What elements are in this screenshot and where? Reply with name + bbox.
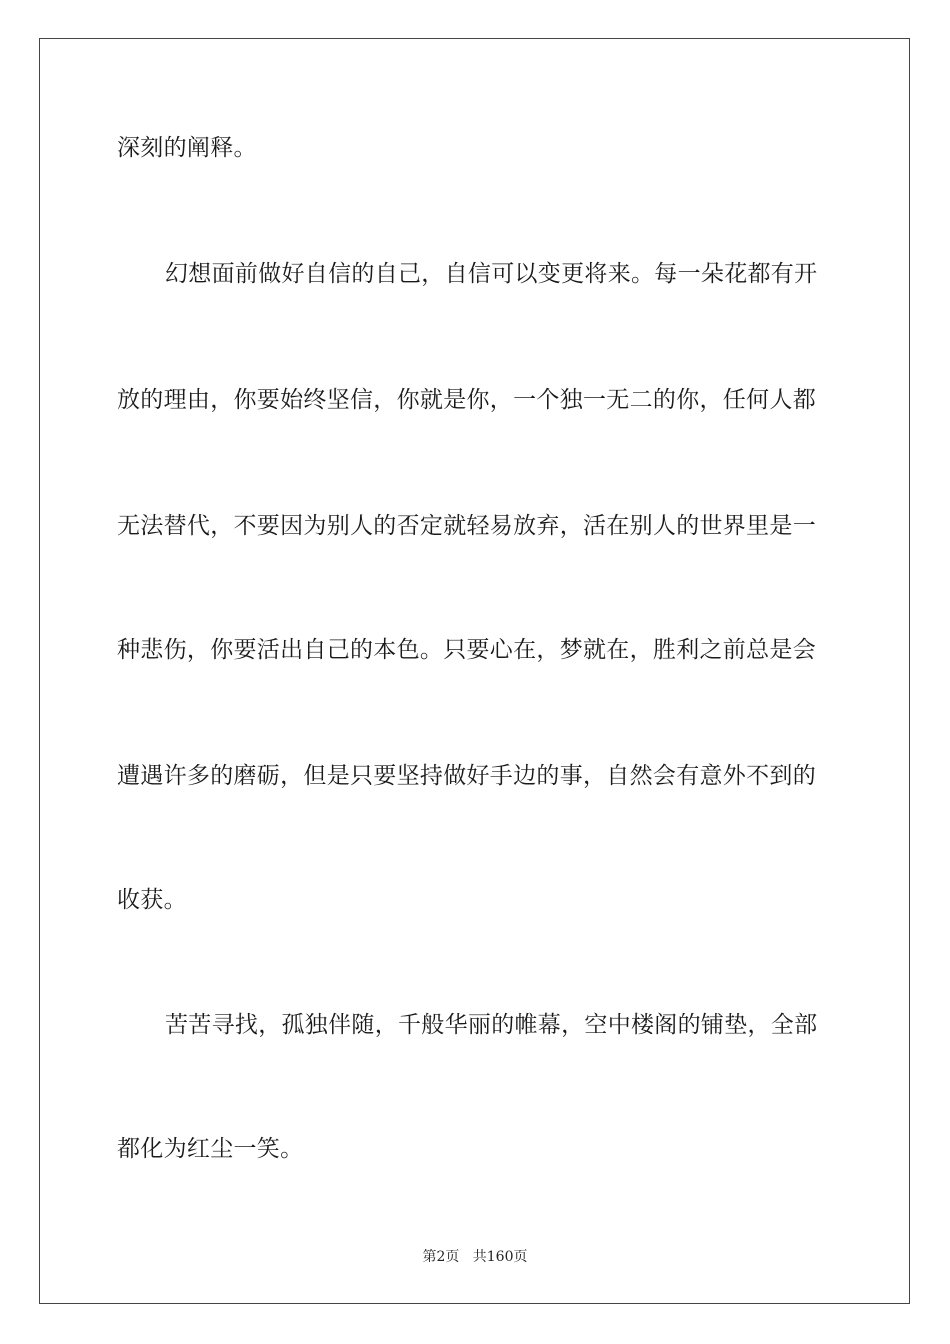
text-line: 放的理由，你要始终坚信，你就是你，一个独一无二的你，任何人都 [117, 387, 816, 413]
text-line: 无法替代，不要因为别人的否定就轻易放弃，活在别人的世界里是一 [117, 513, 816, 539]
page-total: 共160页 [472, 1249, 528, 1265]
text-line: 收获。 [117, 887, 187, 913]
page-number: 第2页 [422, 1249, 460, 1265]
text-line: 遭遇许多的磨砺，但是只要坚持做好手边的事，自然会有意外不到的 [117, 763, 816, 789]
paragraph-first-line: 苦苦寻找，孤独伴随，千般华丽的帷幕，空中楼阁的铺垫，全部 [165, 1012, 818, 1038]
text-line: 都化为红尘一笑。 [117, 1136, 304, 1162]
page-border [39, 38, 910, 1304]
paragraph-first-line: 幻想面前做好自信的自己，自信可以变更将来。每一朵花都有开 [165, 261, 818, 287]
text-line: 种悲伤，你要活出自己的本色。只要心在，梦就在，胜利之前总是会 [117, 637, 816, 663]
page-footer [0, 1248, 950, 1266]
text-line: 深刻的阐释。 [117, 135, 257, 161]
